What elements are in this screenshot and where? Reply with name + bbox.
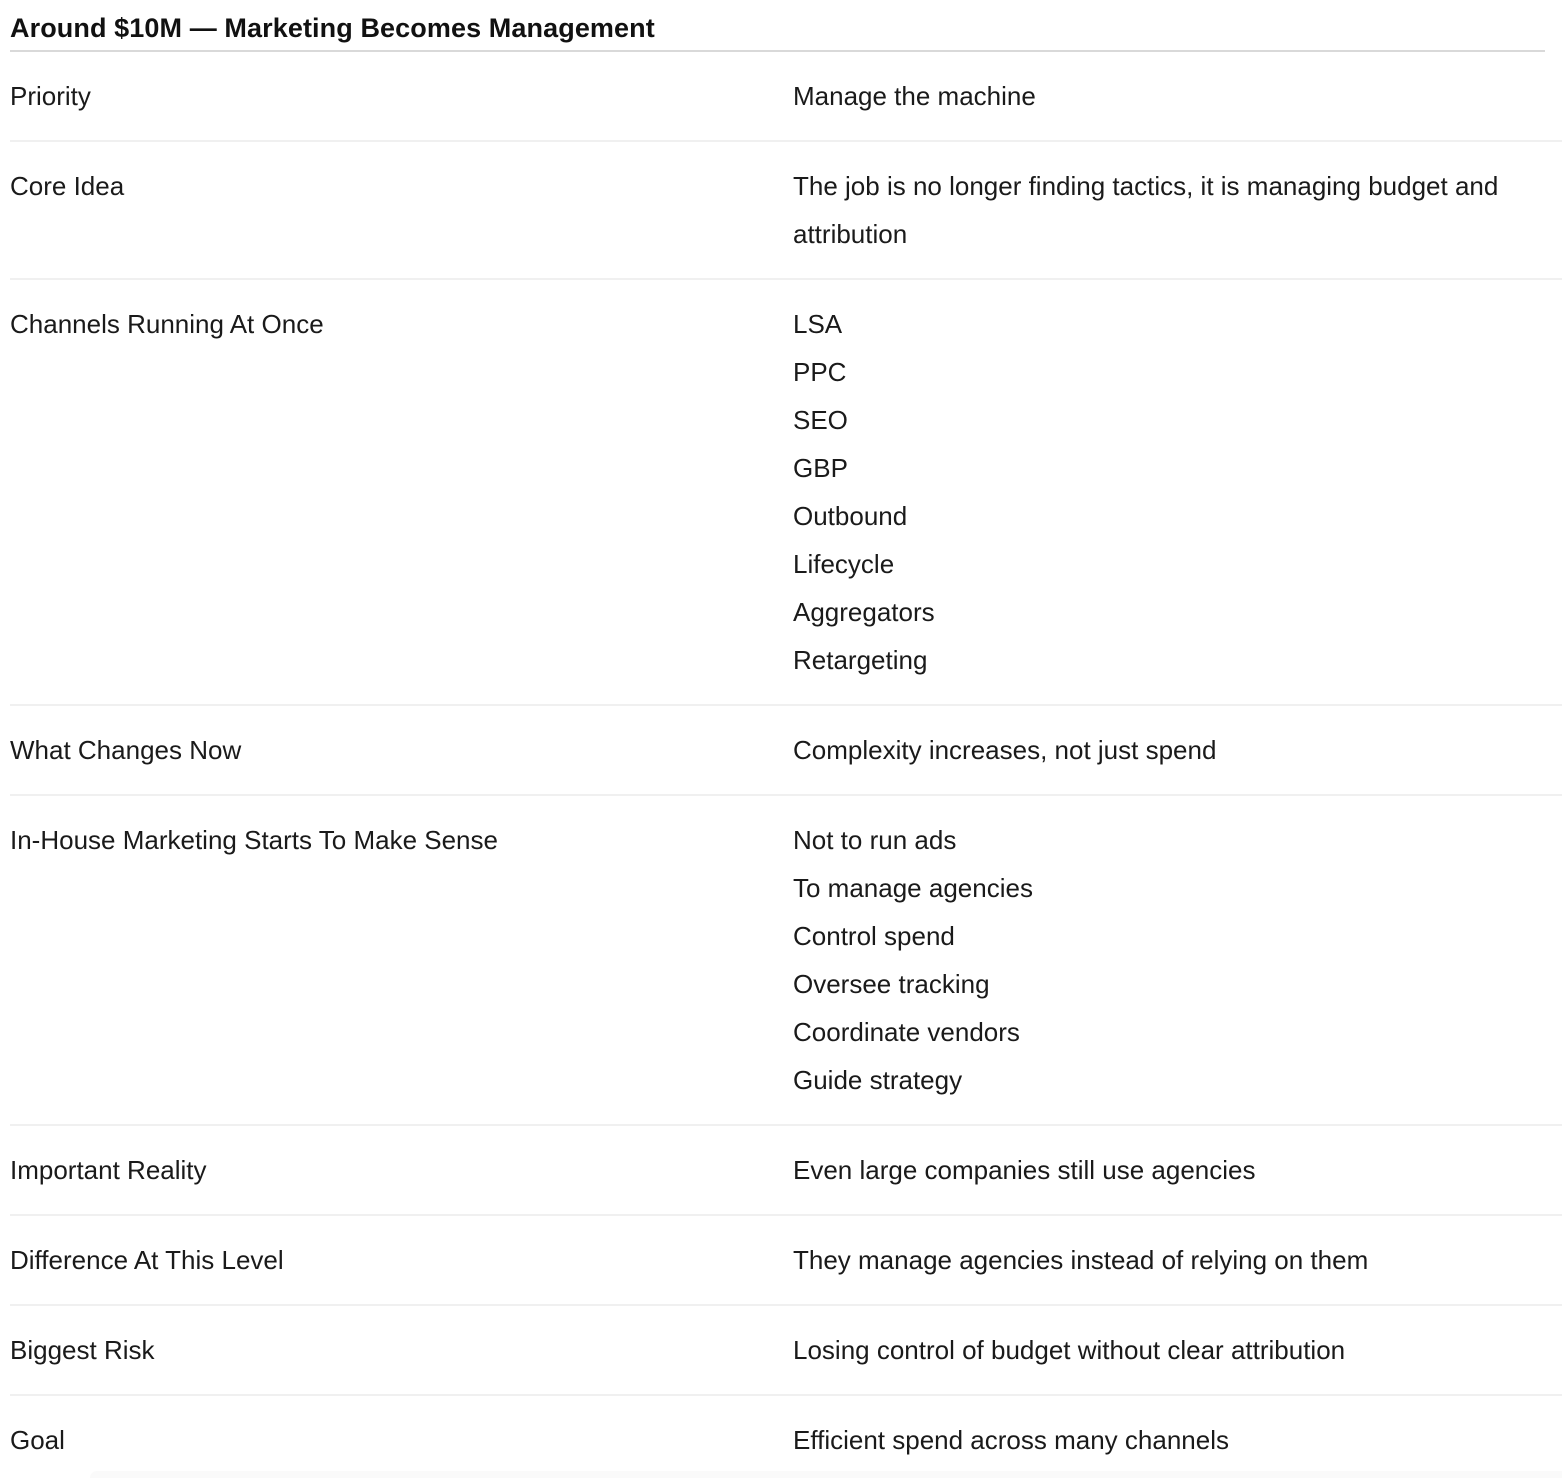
value-line: They manage agencies instead of relying on them [793, 1245, 1369, 1275]
row-value [793, 1416, 1541, 1464]
value-line: Losing control of budget without clear attribution [793, 1335, 1346, 1365]
row-value [793, 1326, 1541, 1374]
value-line: To manage agencies [793, 873, 1033, 903]
table-row [10, 1214, 1562, 1304]
page-title: Around $10M — Marketing Becomes Management [10, 13, 655, 43]
page-root [10, 0, 1562, 1484]
table-row [10, 704, 1562, 794]
row-label: Priority [10, 81, 91, 111]
value-line: Coordinate vendors [793, 1017, 1020, 1047]
value-line: Outbound [793, 501, 908, 531]
value-line: Even large companies still use agencies [793, 1155, 1256, 1185]
value-line: Control spend [793, 921, 955, 951]
row-value [793, 1236, 1541, 1284]
value-line: GBP [793, 453, 848, 483]
row-label: What Changes Now [10, 735, 242, 765]
row-value [793, 300, 1541, 684]
value-line: Not to run ads [793, 825, 957, 855]
value-line: Retargeting [793, 645, 928, 675]
row-label: Goal [10, 1425, 65, 1455]
info-table [10, 52, 1562, 1484]
table-row [10, 52, 1562, 140]
value-line: Lifecycle [793, 549, 895, 579]
row-value [793, 162, 1541, 258]
value-line: Manage the machine [793, 81, 1036, 111]
row-label: Core Idea [10, 171, 125, 201]
table-row [10, 1304, 1562, 1394]
row-value [793, 1146, 1541, 1194]
table-row [10, 1124, 1562, 1214]
value-line: SEO [793, 405, 848, 435]
value-line: Oversee tracking [793, 969, 990, 999]
row-label: Channels Running At Once [10, 309, 324, 339]
value-line: Guide strategy [793, 1065, 963, 1095]
value-line: Complexity increases, not just spend [793, 735, 1217, 765]
value-line: Aggregators [793, 597, 935, 627]
bottom-overlay-edge [90, 1471, 1562, 1478]
row-value [793, 816, 1541, 1104]
row-label: Difference At This Level [10, 1245, 284, 1275]
row-label: Important Reality [10, 1155, 207, 1185]
row-label: In-House Marketing Starts To Make Sense [10, 825, 498, 855]
value-line: LSA [793, 309, 843, 339]
table-row [10, 140, 1562, 278]
row-label: Biggest Risk [10, 1335, 155, 1365]
row-value [793, 726, 1541, 774]
value-line: Efficient spend across many channels [793, 1425, 1229, 1455]
table-row [10, 278, 1562, 704]
value-line: PPC [793, 357, 847, 387]
value-line: The job is no longer finding tactics, it is managing budget and attribution [793, 171, 1499, 249]
row-value [793, 72, 1541, 120]
table-row [10, 794, 1562, 1124]
